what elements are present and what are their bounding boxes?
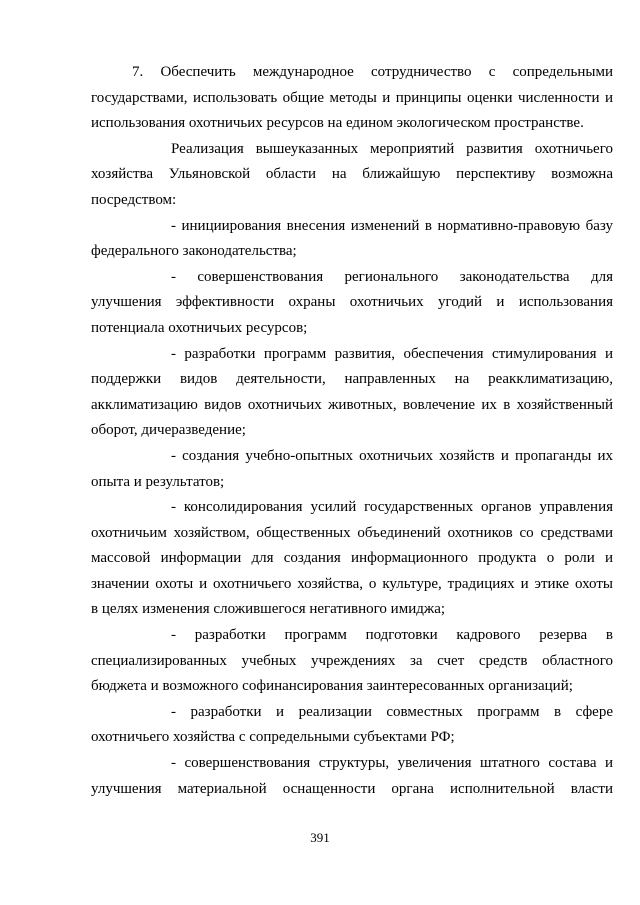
text-line: охотничьего хозяйства с сопредельными субъектами РФ; xyxy=(91,729,455,746)
text-line: опыта и результатов; xyxy=(91,473,225,490)
text-line: хозяйства Ульяновской области на ближайшую перспективу возможна xyxy=(91,166,613,183)
text-line: бюджета и возможного софинансирования заинтересованных организаций; xyxy=(91,678,573,695)
text-line: - создания учебно-опытных охотничьих хозяйств и пропаганды их xyxy=(171,447,613,464)
text-line: специализированных учебных учреждениях за счет средств областного xyxy=(91,652,613,669)
text-line: улучшения эффективности охраны охотничьих угодий и использования xyxy=(91,294,613,311)
text-line: использования охотничьих ресурсов на едином экологическом пространстве. xyxy=(91,115,584,132)
text-line: - совершенствования структуры, увеличения штатного состава и xyxy=(171,755,613,772)
text-line: значении охоты и охотничьего хозяйства, о культуре, традициях и этике охоты xyxy=(91,575,613,592)
text-line: охотничьим хозяйством, общественных объединений охотников со средствами xyxy=(91,524,613,541)
text-line: государствами, использовать общие методы и принципы оценки численности и xyxy=(91,89,613,106)
text-line: - консолидирования усилий государственных органов управления xyxy=(171,499,613,516)
text-line: массовой информации для создания информационного продукта о роли и xyxy=(91,550,613,567)
text-line: - разработки и реализации совместных программ в сфере xyxy=(171,703,613,720)
text-line: 7. Обеспечить международное сотрудничество с сопредельными xyxy=(132,64,613,80)
text-line: акклиматизацию видов охотничьих животных, вовлечение их в хозяйственный xyxy=(91,396,613,413)
text-line: - разработки программ развития, обеспечения стимулирования и xyxy=(171,345,613,362)
text-line: - разработки программ подготовки кадрового резерва в xyxy=(171,627,613,644)
document-body xyxy=(91,60,613,802)
text-line: оборот, дичеразведение; xyxy=(91,422,246,439)
text-line: улучшения материальной оснащенности органа исполнительной власти xyxy=(91,780,613,797)
text-line: потенциала охотничьих ресурсов; xyxy=(91,319,308,336)
text-line: Реализация вышеуказанных мероприятий развития охотничьего xyxy=(171,140,613,157)
text-line: - инициирования внесения изменений в нормативно-правовую базу xyxy=(171,217,613,234)
text-line: федерального законодательства; xyxy=(91,243,297,260)
text-line: - совершенствования регионального законодательства для xyxy=(171,268,613,285)
text-line: поддержки видов деятельности, направленных на реакклиматизацию, xyxy=(91,371,613,388)
page-number: 391 xyxy=(310,830,330,845)
text-line: посредством: xyxy=(91,191,177,208)
text-line: в целях изменения сложившегося негативного имиджа; xyxy=(91,601,446,618)
